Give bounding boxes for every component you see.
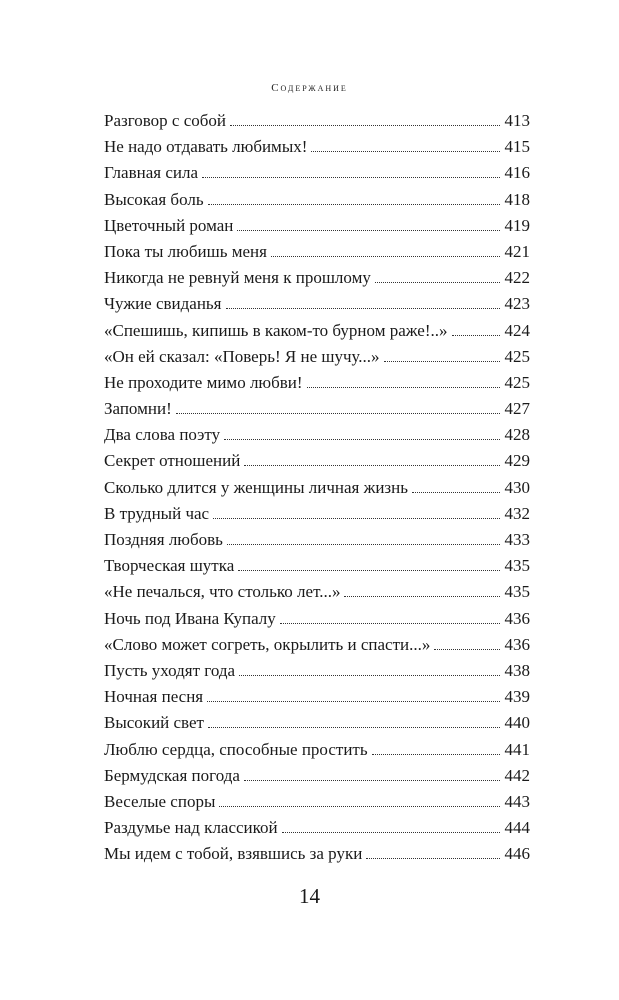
toc-entry-page: 425 [504,372,530,392]
toc-entry [104,422,530,448]
toc-entry-title: Высокая боль [104,189,204,209]
toc-entry [104,632,530,658]
toc-entry [104,763,530,789]
toc-entry-title: Не надо отдавать любимых! [104,137,308,157]
toc-entry-title: Творческая шутка [104,556,235,576]
toc-entry-page: 441 [504,739,530,759]
toc-entry [104,134,530,160]
dot-leader [372,754,500,755]
toc-entry-title: Ночь под Ивана Купалу [104,608,276,628]
toc-entry [104,475,530,501]
toc-entry-title: Мы идем с тобой, взявшись за руки [104,844,363,864]
toc-entry [104,684,530,710]
dot-leader [227,544,500,545]
toc-entry [104,108,530,134]
toc-entry-page: 442 [504,765,530,785]
dot-leader [208,727,500,728]
toc-entry [104,501,530,527]
toc-entry-title: Секрет отношений [104,451,241,471]
toc-entry-page: 435 [504,556,530,576]
toc-entry-title: Раздумье над классикой [104,818,278,838]
toc-entry-title: Цветочный роман [104,215,234,235]
table-of-contents [104,108,530,867]
toc-entry-page: 419 [504,215,530,235]
toc-entry-page: 421 [504,241,530,261]
dot-leader [239,675,499,676]
dot-leader [412,492,500,493]
toc-entry-title: «Слово может согреть, окрылить и спасти...» [104,634,431,654]
toc-entry-page: 424 [504,320,530,340]
toc-entry [104,658,530,684]
toc-entry [104,448,530,474]
toc-entry-page: 416 [504,163,530,183]
toc-entry-page: 439 [504,687,530,707]
toc-entry-title: Поздняя любовь [104,530,223,549]
toc-entry-title: Два слова поэту [104,425,221,445]
dot-leader [452,335,500,336]
dot-leader [280,623,500,624]
toc-entry [104,265,530,291]
toc-entry-page: 440 [504,713,530,733]
toc-entry-page: 429 [504,451,530,471]
toc-entry [104,815,530,841]
dot-leader [282,832,500,833]
toc-entry-title: Веселые споры [104,791,216,811]
toc-entry-page: 438 [504,660,530,680]
toc-entry [104,344,530,370]
toc-entry [104,579,530,605]
dot-leader [230,125,499,126]
toc-entry-page: 446 [504,844,530,864]
toc-entry-title: «Не печалься, что столько лет...» [104,582,341,602]
dot-leader [176,413,500,414]
dot-leader [244,465,499,466]
dot-leader [226,308,500,309]
toc-entry-title: Не проходите мимо любви! [104,372,303,392]
toc-entry-title: Бермудская погода [104,765,240,785]
dot-leader [366,858,499,859]
dot-leader [238,570,499,571]
dot-leader [375,282,500,283]
toc-entry-page: 427 [504,399,530,419]
toc-entry-title: В трудный час [104,503,210,523]
toc-entry-title: Ночная песня [104,687,204,707]
toc-entry [104,187,530,213]
page-number: 14 [299,884,320,908]
dot-leader [344,596,499,597]
toc-entry [104,318,530,344]
dot-leader [244,780,500,781]
toc-entry-page: 432 [504,503,530,523]
toc-entry-page: 443 [504,791,530,811]
dot-leader [202,177,500,178]
toc-entry-page: 433 [504,530,530,549]
toc-entry-title: «Он ей сказал: «Поверь! Я не шучу...» [104,346,380,366]
toc-entry [104,370,530,396]
toc-entry-page: 425 [504,346,530,366]
toc-entry [104,789,530,815]
running-head: Содержание [271,82,348,94]
toc-entry-page: 422 [504,268,530,288]
toc-entry [104,841,530,867]
toc-entry-title: Разговор с собой [104,111,227,130]
dot-leader [307,387,500,388]
toc-entry-title: Никогда не ревнуй меня к прошлому [104,268,371,288]
toc-entry [104,553,530,579]
dot-leader [224,439,499,440]
toc-entry-title: Высокий свет [104,713,204,733]
toc-entry-title: Запомни! [104,399,172,419]
dot-leader [208,204,500,205]
toc-entry-page: 413 [504,111,530,130]
toc-entry [104,213,530,239]
dot-leader [237,230,499,231]
toc-entry-title: Пока ты любишь меня [104,241,267,261]
toc-entry-page: 430 [504,477,530,497]
toc-entry-page: 415 [504,137,530,157]
dot-leader [207,701,499,702]
toc-entry-page: 435 [504,582,530,602]
toc-entry-title: Чужие свиданья [104,294,222,314]
toc-entry-page: 444 [504,818,530,838]
toc-entry-title: Пусть уходят года [104,660,236,680]
toc-entry-title: Главная сила [104,163,198,183]
toc-entry [104,396,530,422]
toc-entry [104,160,530,186]
toc-entry [104,527,530,553]
toc-entry-page: 436 [504,634,530,654]
toc-entry-title: Люблю сердца, способные простить [104,739,368,759]
dot-leader [271,256,500,257]
toc-entry [104,239,530,265]
dot-leader [384,361,500,362]
toc-entry [104,737,530,763]
toc-entry-title: Сколько длится у женщины личная жизнь [104,477,408,497]
toc-entry-page: 418 [504,189,530,209]
toc-entry-page: 423 [504,294,530,314]
dot-leader [434,649,499,650]
toc-entry [104,291,530,317]
toc-entry-title: «Спешишь, кипишь в каком-то бурном раже!..» [104,320,448,340]
dot-leader [311,151,499,152]
toc-entry-page: 428 [504,425,530,445]
toc-entry-page: 436 [504,608,530,628]
toc-entry [104,710,530,736]
dot-leader [219,806,499,807]
toc-entry [104,606,530,632]
dot-leader [213,518,499,519]
